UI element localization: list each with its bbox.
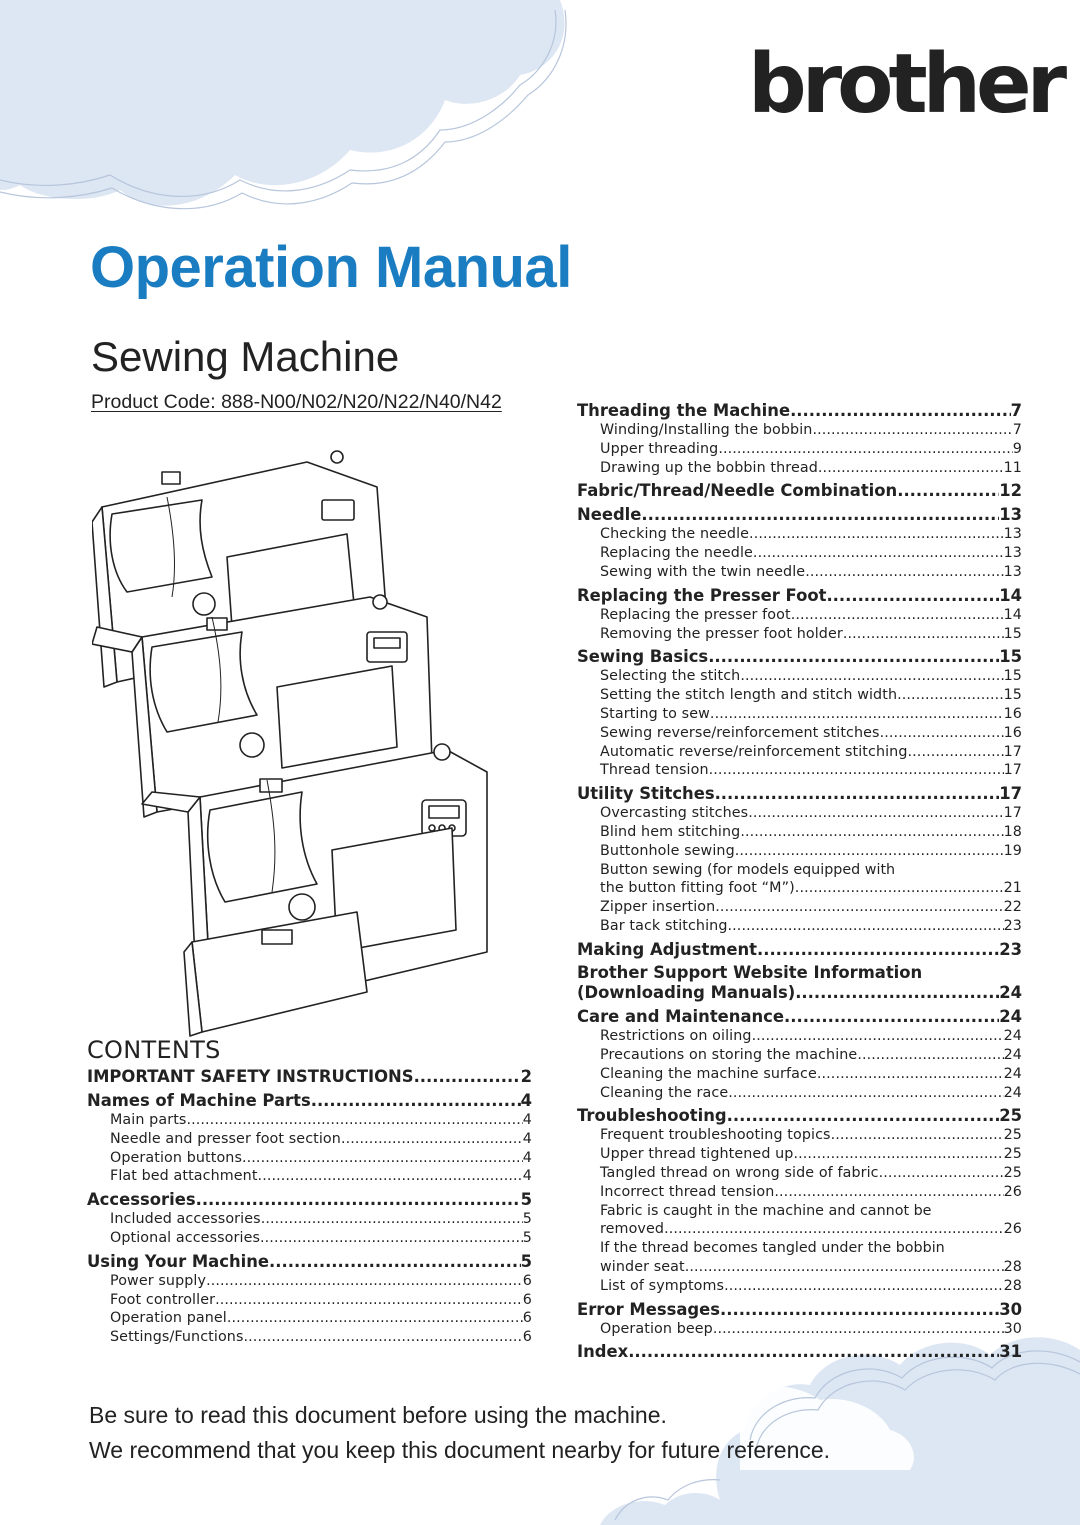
toc-item <box>87 1210 532 1229</box>
toc-item-leader <box>857 1046 1003 1065</box>
toc-item-label: Precautions on storing the machine <box>600 1047 858 1064</box>
toc-item <box>577 1277 1022 1296</box>
toc-item <box>577 1046 1022 1065</box>
toc-item-leader <box>713 1320 1004 1339</box>
toc-item <box>577 544 1022 563</box>
toc-section <box>577 783 1022 936</box>
toc-section-title-page: 14 <box>999 585 1022 605</box>
toc-item <box>87 1291 532 1310</box>
toc-section-title <box>577 1299 1022 1320</box>
toc-item-label: Operation buttons <box>110 1149 242 1166</box>
toc-item <box>577 1065 1022 1084</box>
toc-item-leader <box>735 842 1004 861</box>
toc-item-page: 24 <box>1003 1084 1022 1101</box>
toc-item-leader <box>724 1277 1003 1296</box>
toc-section <box>577 646 1022 780</box>
toc-item-leader <box>260 1229 523 1248</box>
toc-item-label: Overcasting stitches <box>600 805 749 822</box>
toc-item-label: Buttonhole sewing <box>600 842 735 859</box>
toc-item-page: 17 <box>1003 805 1022 822</box>
toc-section <box>577 1105 1022 1295</box>
toc-item-page: 7 <box>1012 422 1022 438</box>
toc-section-title-page: 24 <box>999 983 1022 1003</box>
toc-item-page: 13 <box>1003 545 1022 562</box>
toc-section-title <box>87 1189 532 1210</box>
toc-item-label: Upper threading <box>600 440 719 457</box>
toc-section-title-label: Needle <box>577 505 642 525</box>
toc-item-leader <box>805 563 1003 582</box>
toc-item-label: the button fitting foot “M”) <box>600 880 795 897</box>
toc-item-leader <box>186 1111 522 1130</box>
toc-item-label: Cleaning the machine surface <box>600 1065 817 1082</box>
toc-item-page: 5 <box>522 1211 532 1228</box>
toc-item <box>577 724 1022 743</box>
toc-item-page: 26 <box>1003 1183 1022 1200</box>
toc-item-page: 4 <box>522 1149 532 1166</box>
toc-item-leader <box>753 544 1004 563</box>
toc-section-title <box>577 1341 1022 1362</box>
product-code: Product Code: 888-N00/N02/N20/N22/N40/N42 <box>91 391 502 413</box>
toc-section-title-leader <box>311 1090 521 1111</box>
toc-item-leader <box>715 898 1003 917</box>
toc-section-title-page: 25 <box>999 1106 1022 1126</box>
toc-item <box>87 1328 532 1347</box>
toc-item-page: 17 <box>1003 762 1022 779</box>
toc-item-label: removed <box>600 1221 665 1238</box>
toc-item-line: If the thread becomes tangled under the bobbin <box>600 1240 945 1257</box>
toc-section-title-label: IMPORTANT SAFETY INSTRUCTIONS <box>87 1067 414 1086</box>
footer-keep-notice: We recommend that you keep this document nearby for future reference. <box>89 1437 831 1463</box>
toc-item <box>577 1258 1022 1277</box>
toc-item-label: Blind hem stitching <box>600 823 741 840</box>
toc-item-page: 9 <box>1012 440 1022 457</box>
toc-item <box>577 761 1022 780</box>
footer-read-notice: Be sure to read this document before using the machine. <box>89 1402 667 1428</box>
toc-section-title-label: Accessories <box>87 1190 196 1210</box>
toc-item-label: Main parts <box>110 1112 187 1128</box>
toc-item-label: Removing the presser foot holder <box>600 625 843 642</box>
toc-item-label: Cleaning the race <box>600 1084 729 1101</box>
toc-item-leader <box>817 1065 1004 1084</box>
toc-item-label: Thread tension <box>600 762 709 779</box>
toc-right-column <box>577 400 1022 1362</box>
page-subtitle: Sewing Machine <box>91 333 400 380</box>
toc-section-title-leader <box>784 1006 999 1027</box>
toc-section-title-page: 23 <box>999 939 1022 959</box>
toc-section <box>577 1299 1022 1339</box>
toc-item-leader <box>879 1164 1004 1183</box>
toc-item-leader <box>795 879 1004 898</box>
toc-item <box>577 563 1022 582</box>
toc-item-page: 13 <box>1003 526 1022 543</box>
toc-item-label: Winding/Installing the bobbin <box>600 422 813 438</box>
toc-item-leader <box>728 1084 1003 1103</box>
toc-item-leader <box>812 421 1012 440</box>
toc-section <box>87 1090 532 1186</box>
toc-item-page: 16 <box>1003 705 1022 722</box>
toc-item <box>577 625 1022 644</box>
toc-item-leader <box>748 804 1003 823</box>
toc-item-page: 19 <box>1003 842 1022 859</box>
toc-item-label: Replacing the needle <box>600 545 753 562</box>
toc-section-title-label: (Downloading Manuals) <box>577 983 796 1003</box>
toc-section-title-leader <box>790 400 1011 421</box>
toc-item-leader <box>710 705 1004 724</box>
toc-item <box>577 743 1022 762</box>
toc-section-title-leader <box>720 1299 999 1320</box>
toc-item-leader <box>664 1220 1004 1239</box>
toc-item-label: Operation panel <box>110 1310 227 1327</box>
toc-section-title-label: Using Your Machine <box>87 1251 270 1271</box>
toc-section <box>577 585 1022 644</box>
toc-item-leader <box>880 724 1004 743</box>
toc-item-page: 24 <box>1003 1065 1022 1082</box>
toc-section-title-leader <box>196 1189 521 1210</box>
toc-item <box>87 1130 532 1149</box>
toc-section-title <box>577 982 1022 1003</box>
toc-section <box>87 1189 532 1248</box>
toc-item-leader <box>261 1210 523 1229</box>
toc-item-page: 28 <box>1003 1259 1022 1275</box>
toc-item-leader <box>791 606 1004 625</box>
toc-item-page: 5 <box>522 1229 532 1246</box>
toc-item <box>577 525 1022 544</box>
toc-item-label: Sewing with the twin needle <box>600 563 806 580</box>
toc-item-label: winder seat <box>600 1259 685 1275</box>
toc-item <box>577 1164 1022 1183</box>
toc-item-leader <box>831 1126 1004 1145</box>
toc-item <box>577 421 1022 440</box>
toc-section-title-page: 2 <box>520 1067 532 1086</box>
toc-item <box>577 1220 1022 1239</box>
toc-section <box>87 1251 532 1347</box>
toc-item <box>577 440 1022 459</box>
toc-section-title <box>577 480 1022 501</box>
toc-section-title-label: Index <box>577 1342 629 1362</box>
toc-item-label: Drawing up the bobbin thread <box>600 459 818 476</box>
toc-item-page: 6 <box>522 1291 532 1308</box>
toc-item-leader <box>793 1145 1003 1164</box>
toc-item-page: 15 <box>1003 625 1022 642</box>
toc-item-page: 6 <box>522 1329 532 1346</box>
toc-item-page: 4 <box>522 1130 532 1147</box>
toc-item-page: 18 <box>1003 823 1022 840</box>
toc-section-title-leader <box>628 1341 999 1362</box>
toc-item-page: 28 <box>1003 1277 1022 1294</box>
toc-item-page: 4 <box>522 1112 532 1128</box>
toc-item-label: Bar tack stitching <box>600 917 728 934</box>
toc-section-title-leader <box>269 1251 521 1272</box>
toc-section-title-label: Replacing the Presser Foot <box>577 585 827 605</box>
toc-section-title <box>577 939 1022 960</box>
toc-section <box>577 480 1022 501</box>
toc-item <box>87 1272 532 1291</box>
toc-section-title-leader <box>708 646 999 667</box>
toc-section <box>577 400 1022 477</box>
toc-item-page: 11 <box>1003 459 1022 476</box>
toc-item-label: Operation beep <box>600 1320 713 1337</box>
toc-item <box>577 686 1022 705</box>
toc-section <box>577 963 1022 1004</box>
toc-item-leader <box>740 667 1003 686</box>
toc-item-page: 15 <box>1003 668 1022 685</box>
toc-item-label: Power supply <box>110 1272 207 1289</box>
toc-item-label: Tangled thread on wrong side of fabric <box>600 1165 879 1182</box>
toc-item-leader <box>709 761 1004 780</box>
toc-item-page: 17 <box>1003 743 1022 760</box>
toc-item-leader <box>258 1167 523 1186</box>
toc-section-title-page: 30 <box>999 1299 1022 1319</box>
toc-item-line: Fabric is caught in the machine and cannot be <box>600 1202 932 1219</box>
toc-item-page: 21 <box>1003 880 1022 897</box>
toc-item-leader <box>752 1027 1004 1046</box>
toc-item <box>577 1320 1022 1339</box>
toc-section-title-label: Names of Machine Parts <box>87 1091 311 1110</box>
toc-item-leader <box>341 1130 523 1149</box>
contents-heading: CONTENTS <box>87 1036 221 1064</box>
toc-item-page: 16 <box>1003 724 1022 741</box>
toc-section-title-page: 24 <box>999 1007 1022 1027</box>
toc-item <box>577 1126 1022 1145</box>
toc-item-page: 15 <box>1003 687 1022 704</box>
toc-item <box>577 917 1022 936</box>
toc-item-page: 4 <box>522 1168 532 1185</box>
toc-item <box>577 804 1022 823</box>
toc-item-leader <box>227 1309 523 1328</box>
brother-logo: brother <box>748 37 1063 132</box>
toc-item-page: 26 <box>1003 1221 1022 1238</box>
toc-section-title-page: 12 <box>999 481 1022 501</box>
toc-item-label: Setting the stitch length and stitch width <box>600 687 898 704</box>
toc-item-label: Optional accessories <box>110 1229 261 1246</box>
toc-item-leader <box>818 459 1004 478</box>
toc-section-title-leader <box>757 939 999 960</box>
toc-item-label: Flat bed attachment <box>110 1168 258 1185</box>
toc-item <box>577 705 1022 724</box>
toc-section <box>577 939 1022 960</box>
toc-section-title-leader <box>641 504 999 525</box>
toc-item-page: 30 <box>1003 1320 1022 1337</box>
toc-section-title-leader <box>795 982 999 1003</box>
toc-item-page: 24 <box>1003 1047 1022 1064</box>
toc-section-title-page: 13 <box>999 505 1022 525</box>
toc-item-page: 25 <box>1003 1165 1022 1182</box>
toc-item <box>577 898 1022 917</box>
toc-section-title <box>577 504 1022 525</box>
toc-item-leader <box>843 625 1004 644</box>
toc-section <box>577 1006 1022 1102</box>
toc-item-leader <box>206 1272 523 1291</box>
toc-item <box>577 879 1022 898</box>
toc-item-label: Sewing reverse/reinforcement stitches <box>600 724 880 741</box>
toc-section-title-leader <box>826 585 999 606</box>
toc-item-page: 23 <box>1003 917 1022 934</box>
toc-item-leader <box>215 1291 523 1310</box>
toc-item-label: Included accessories <box>110 1211 261 1228</box>
toc-item <box>87 1149 532 1168</box>
toc-section-title-label: Threading the Machine <box>577 401 791 420</box>
toc-item-label: Settings/Functions <box>110 1329 244 1346</box>
toc-section-title-page: 5 <box>520 1251 532 1271</box>
toc-item <box>577 667 1022 686</box>
toc-item <box>577 1027 1022 1046</box>
toc-section-title <box>87 1251 532 1272</box>
toc-item-label: Frequent troubleshooting topics <box>600 1127 831 1144</box>
toc-item-leader <box>749 525 1004 544</box>
toc-section-title <box>577 1105 1022 1126</box>
toc-section-title-page: 17 <box>999 784 1022 804</box>
toc-section <box>577 1341 1022 1362</box>
toc-item-leader <box>718 440 1012 459</box>
toc-item-leader <box>242 1149 523 1168</box>
toc-section-title-label: Error Messages <box>577 1299 721 1319</box>
toc-item-page: 6 <box>522 1310 532 1327</box>
toc-item-label: Foot controller <box>110 1291 216 1308</box>
toc-section-title <box>577 400 1022 421</box>
toc-section-title-leader <box>897 480 999 501</box>
toc-item-page: 22 <box>1003 899 1022 916</box>
toc-section-title <box>577 783 1022 804</box>
toc-item-label: Starting to sew <box>600 705 710 722</box>
page-title: Operation Manual <box>90 235 572 300</box>
toc-section-title-leader <box>715 783 1000 804</box>
toc-item-page: 25 <box>1003 1127 1022 1144</box>
toc-item-label: Upper thread tightened up <box>600 1146 794 1163</box>
toc-item-leader <box>908 743 1004 762</box>
toc-item-page: 6 <box>522 1272 532 1289</box>
toc-section-title-line: Brother Support Website Information <box>577 962 923 982</box>
toc-section-title-leader <box>727 1105 1000 1126</box>
toc-section-title-page: 31 <box>999 1342 1022 1362</box>
toc-item-leader <box>897 686 1003 705</box>
toc-item-page: 24 <box>1003 1028 1022 1045</box>
toc-item-page: 13 <box>1003 563 1022 580</box>
toc-item-label: Automatic reverse/reinforcement stitching <box>600 743 908 760</box>
toc-section-title <box>87 1090 532 1111</box>
toc-section-title-page: 4 <box>520 1091 532 1110</box>
toc-item-label: Zipper insertion <box>600 899 716 916</box>
toc-item-label: Checking the needle <box>600 526 750 543</box>
toc-item-label: Selecting the stitch <box>600 668 741 685</box>
toc-item-label: Replacing the presser foot <box>600 606 791 623</box>
toc-item-line: Button sewing (for models equipped with <box>600 861 896 878</box>
toc-item <box>87 1229 532 1248</box>
toc-section-title-label: Fabric/Thread/Needle Combination <box>577 481 898 501</box>
toc-section-title-label: Troubleshooting <box>577 1106 727 1126</box>
toc-item-leader <box>740 823 1003 842</box>
toc-section-title-label: Utility Stitches <box>577 784 715 804</box>
toc-item-leader <box>244 1328 523 1347</box>
toc-item <box>577 842 1022 861</box>
toc-section-title <box>577 646 1022 667</box>
toc-item-label: Restrictions on oiling <box>600 1028 752 1045</box>
toc-item-leader <box>685 1258 1004 1277</box>
toc-item <box>87 1309 532 1328</box>
toc-item-page: 25 <box>1003 1146 1022 1163</box>
toc-item <box>577 1183 1022 1202</box>
sewing-machine-icon <box>92 432 492 1052</box>
toc-section-title-leader <box>414 1066 521 1087</box>
toc-item-page: 14 <box>1003 606 1022 623</box>
toc-section-title-label: Sewing Basics <box>577 647 709 667</box>
toc-item <box>577 606 1022 625</box>
toc-section-title-page: 5 <box>520 1190 532 1210</box>
toc-item <box>87 1167 532 1186</box>
toc-item-leader <box>728 917 1004 936</box>
toc-left-column <box>87 1066 532 1347</box>
toc-section-title <box>577 585 1022 606</box>
toc-item <box>87 1111 532 1130</box>
toc-item-leader <box>774 1183 1003 1202</box>
toc-section-title <box>577 1006 1022 1027</box>
toc-section-title-label: Making Adjustment <box>577 939 757 959</box>
toc-section <box>87 1066 532 1087</box>
toc-item-label: Needle and presser foot section <box>110 1130 341 1147</box>
toc-item <box>577 1145 1022 1164</box>
toc-section-title-page: 7 <box>1010 401 1022 420</box>
toc-item <box>577 1084 1022 1103</box>
toc-item-label: Incorrect thread tension <box>600 1183 775 1200</box>
toc-section-title <box>87 1066 532 1087</box>
toc-section-title-page: 15 <box>999 647 1022 667</box>
toc-section-title-label: Care and Maintenance <box>577 1007 785 1027</box>
toc-item-label: List of symptoms <box>600 1277 725 1294</box>
toc-item <box>577 823 1022 842</box>
toc-section <box>577 504 1022 581</box>
toc-item <box>577 459 1022 478</box>
